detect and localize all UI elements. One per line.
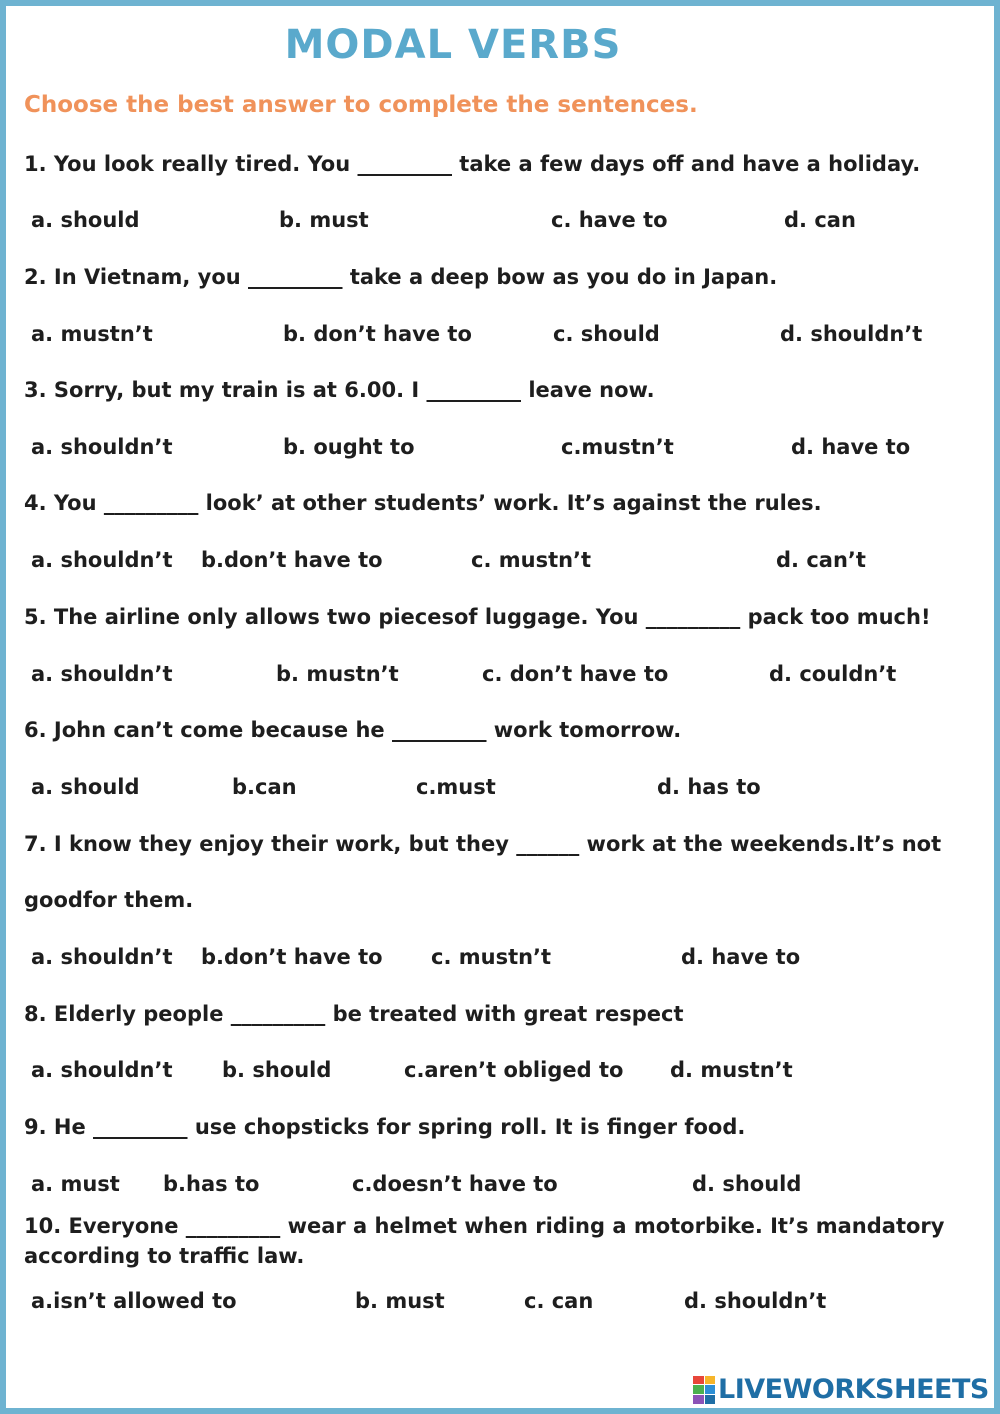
liveworksheets-logo[interactable] xyxy=(693,1374,989,1405)
question-3-option-b[interactable]: b. ought to xyxy=(283,435,415,459)
question-9-option-a[interactable]: a. must xyxy=(31,1172,120,1196)
question-6-option-b[interactable]: b.can xyxy=(232,775,297,799)
question-3-option-a[interactable]: a. shouldn’t xyxy=(31,435,173,459)
question-10-option-c[interactable]: c. can xyxy=(524,1289,594,1313)
question-8-text: 8. Elderly people _________ be treated with great respect xyxy=(24,1002,684,1026)
question-6-option-a[interactable]: a. should xyxy=(31,775,140,799)
question-10-option-b[interactable]: b. must xyxy=(355,1289,445,1313)
question-5-option-b[interactable]: b. mustn’t xyxy=(276,662,399,686)
question-5-option-c[interactable]: c. don’t have to xyxy=(482,662,669,686)
liveworksheets-logo-text: LIVEWORKSHEETS xyxy=(718,1374,989,1405)
question-6-option-c[interactable]: c.must xyxy=(416,775,496,799)
logo-block-2 xyxy=(705,1376,716,1385)
question-8-option-a[interactable]: a. shouldn’t xyxy=(31,1058,173,1082)
question-5-option-a[interactable]: a. shouldn’t xyxy=(31,662,173,686)
question-3-option-d[interactable]: d. have to xyxy=(791,435,911,459)
question-3-option-c[interactable]: c.mustn’t xyxy=(561,435,674,459)
question-6-text: 6. John can’t come because he _________ work tomorrow. xyxy=(24,718,682,742)
question-7-option-a[interactable]: a. shouldn’t xyxy=(31,945,173,969)
question-1-option-b[interactable]: b. must xyxy=(279,208,369,232)
question-8-option-b[interactable]: b. should xyxy=(222,1058,332,1082)
logo-block-1 xyxy=(693,1376,704,1385)
question-7-text-continued: goodfor them. xyxy=(24,888,194,912)
question-4-text: 4. You _________ look’ at other students’ work. It’s against the rules. xyxy=(24,491,822,515)
instruction-text: Choose the best answer to complete the sentences. xyxy=(24,92,698,118)
liveworksheets-logo-icon xyxy=(693,1376,715,1404)
logo-block-3 xyxy=(693,1385,704,1394)
question-2-text: 2. In Vietnam, you _________ take a deep bow as you do in Japan. xyxy=(24,265,778,289)
question-7-option-b[interactable]: b.don’t have to xyxy=(201,945,383,969)
question-10-option-a[interactable]: a.isn’t allowed to xyxy=(31,1289,237,1313)
question-9-option-c[interactable]: c.doesn’t have to xyxy=(352,1172,558,1196)
logo-block-4 xyxy=(705,1385,716,1394)
question-5-option-d[interactable]: d. couldn’t xyxy=(769,662,897,686)
question-7-option-d[interactable]: d. have to xyxy=(681,945,801,969)
question-9-option-b[interactable]: b.has to xyxy=(163,1172,260,1196)
question-2-option-b[interactable]: b. don’t have to xyxy=(283,322,472,346)
question-7-text: 7. I know they enjoy their work, but they ______ work at the weekends.It’s not xyxy=(24,832,942,856)
question-4-option-a[interactable]: a. shouldn’t xyxy=(31,548,173,572)
page-title: MODAL VERBS xyxy=(284,22,622,68)
question-6-option-d[interactable]: d. has to xyxy=(657,775,761,799)
question-1-option-c[interactable]: c. have to xyxy=(551,208,668,232)
question-10-text: 10. Everyone _________ wear a helmet when riding a motorbike. It’s mandatory xyxy=(24,1214,945,1238)
question-4-option-b[interactable]: b.don’t have to xyxy=(201,548,383,572)
question-2-option-c[interactable]: c. should xyxy=(553,322,660,346)
question-3-text: 3. Sorry, but my train is at 6.00. I _________ leave now. xyxy=(24,378,655,402)
question-8-option-c[interactable]: c.aren’t obliged to xyxy=(404,1058,624,1082)
question-7-option-c[interactable]: c. mustn’t xyxy=(431,945,552,969)
question-9-text: 9. He _________ use chopsticks for spring roll. It is finger food. xyxy=(24,1115,746,1139)
question-10-option-d[interactable]: d. shouldn’t xyxy=(684,1289,827,1313)
question-1-option-d[interactable]: d. can xyxy=(784,208,856,232)
logo-block-5 xyxy=(693,1395,704,1404)
question-1-option-a[interactable]: a. should xyxy=(31,208,140,232)
logo-block-6 xyxy=(705,1395,716,1404)
question-4-option-c[interactable]: c. mustn’t xyxy=(471,548,592,572)
question-1-text: 1. You look really tired. You _________ take a few days off and have a holiday. xyxy=(24,152,921,176)
question-5-text: 5. The airline only allows two piecesof luggage. You _________ pack too much! xyxy=(24,605,931,629)
question-9-option-d[interactable]: d. should xyxy=(692,1172,802,1196)
question-8-option-d[interactable]: d. mustn’t xyxy=(670,1058,793,1082)
question-10-text-continued: according to traffic law. xyxy=(24,1244,305,1268)
question-2-option-a[interactable]: a. mustn’t xyxy=(31,322,153,346)
question-2-option-d[interactable]: d. shouldn’t xyxy=(780,322,923,346)
question-4-option-d[interactable]: d. can’t xyxy=(776,548,866,572)
